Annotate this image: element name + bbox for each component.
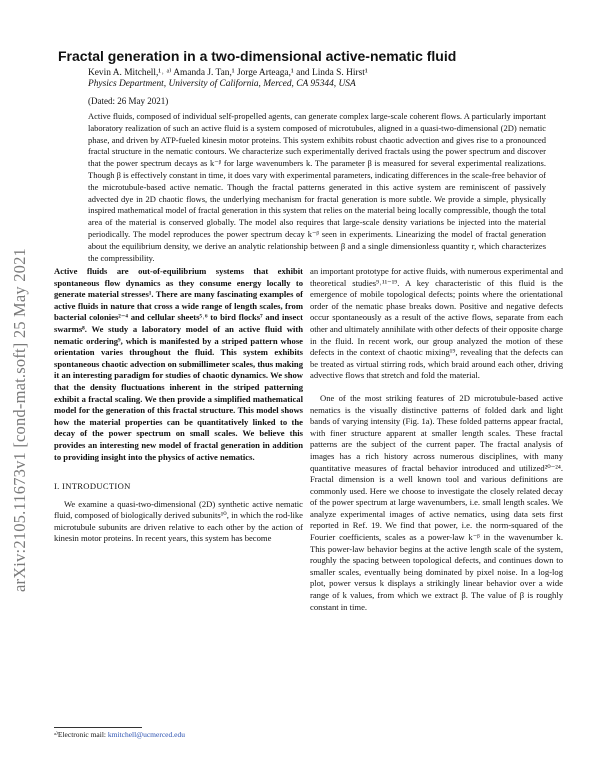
body-paragraph: an important prototype for active fluids, with numerous experimental and theoretical studies⁹˒¹¹⁻¹⁹. A key characteristic of this fluid is the emergence of mobile topological defects; points where the orientational order of the nematic phase breaks down. Positive and negative defects occur spontaneously as a result of the active flows, separate from each other and ultimately annihilate with other defects of their opposite charge in the fluid. In recent work, our group analyzed the motion of these defects in the context of chaotic mixing¹⁹, revealing that the defects can be treated as virtual stirring rods, which braid around each other, driving advective flows that stretch and fold the material. [310,266,563,381]
footnote-rule [54,727,142,728]
author-list: Kevin A. Mitchell,¹˒ ᵃ⁾ Amanda J. Tan,¹ Jorge Arteaga,¹ and Linda S. Hirst¹ [88,68,368,78]
intro-paragraph: We examine a quasi-two-dimensional (2D) synthetic active nematic fluid, composed of biologically derived subunits¹⁰, in which the rod-like microtubule subunits are driven relative to each other by the action of kinesin motor proteins. In recent years, this system has become [54,498,303,544]
section-heading-introduction: I. INTRODUCTION [54,481,131,492]
left-column [54,266,303,545]
email-link[interactable]: kmitchell@ucmerced.edu [107,730,185,739]
footnote [54,730,185,739]
paragraph-gap [310,382,563,393]
paper-title: Fractal generation in a two-dimensional active-nematic fluid [58,48,457,64]
footnote-label: ᵃ⁾Electronic mail: [54,730,108,739]
date-line: (Dated: 26 May 2021) [88,96,169,106]
body-paragraph: One of the most striking features of 2D microtubule-based active nematics is the visually distinctive patterns of folded dark and light bands of varying intensity (Fig. 1a). These folded patterns appear fractal, with finer structure apparent at smaller length scales. These fractal patterns are the subject of the current paper. The fractal analysis of images has a rich history across numerous disciplines, with many quantitative measures of fractal behavior introduced and utilized²⁰⁻²⁴. Fractal dimension is a well known tool and various definitions are commonly used. Here we choose to investigate the closely related decay of the power spectrum at large wavenumbers, i.e. small length scales. We analyze experimental images of active nematics, using data sets first reported in Ref. 19. We find that power, i.e. the norm-squared of the Fourier coefficients, scales as a power-law k⁻ᵝ in the wavenumber k. This power-law behavior begins at the active length scale of the system, roughly the spacing between topological defects, and continues down to smaller scales, eventually being dominated by pixel noise. In a log-log plot, power versus k displays a strikingly linear behavior over a wide range of k values, from which we extract β. The value of β is roughly constant in time. [310,392,563,612]
lead-paragraph: Active fluids are out-of-equilibrium systems that exhibit spontaneous flow dynamics as they consume energy locally to generate material stresses¹. There are many fascinating examples of active fluids in nature that cross a wide range of length scales, from bacterial colonies²⁻⁴ and cellular sheets⁵˒⁶ to bird flocks⁷ and insect swarms⁸. We study a laboratory model of an active fluid with nematic ordering⁹, which is manifested by a striped pattern whose orientation varies throughout the fluid. This system exhibits spontaneous chaotic advection on submillimeter scales, thus making it an interesting paradigm for studies of chaotic dynamics. We show that the density fluctuations inherent in the striped patterning exhibit a fractal scaling. We then provide a simplified mathematical model for the generation of this fractal structure. This model shows how the material properties can be quantitatively linked to the decay of the power spectrum on small scales. We believe this provides an interesting new model of fractal generation in addition to providing insight into the physics of active nematics. [54,266,303,462]
affiliation: Physics Department, University of California, Merced, CA 95344, USA [88,79,356,89]
arxiv-sidebar [2,160,38,680]
right-column [310,266,563,613]
abstract: Active fluids, composed of individual self-propelled agents, can generate complex large-scale coherent flows. A particularly important laboratory realization of such an active fluid is a system composed of microtubules, aligned in a quasi-two-dimensional (2D) nematic phase, and driven by ATP-fueled kinesin motor proteins. This system exhibits robust chaotic advection and gives rise to a pronounced fractal structure in the nematic contours. We characterize such experimentally derived fractals using the power spectrum and discover that the power spectrum decays as k⁻ᵝ for large wavenumbers k. The parameter β is measured for several experimental realizations. Though β is effectively constant in time, it does vary with experimental parameters, indicating differences in the scale-free behavior of the microtubule-based active nematic. Though the fractal patterns generated in this active system are reminiscent of passively advected dye in 2D chaotic flows, the underlying mechanism for fractal generation is more subtle. We provide a simple, physically inspired mathematical model of fractal generation in this system that relies on the material being locally compressible, though the total area of the material is conserved globally. The model also requires that large-scale density variations be injected into the material periodically. The model reproduces the power spectrum decay k⁻ᵝ seen in experiments. Linearizing the model of fractal generation about the equilibrium density, we derive an analytic relationship between β and a single dimensionless quantity r, which characterizes the compressibility. [88,111,546,263]
arxiv-identifier[interactable]: arXiv:2105.11673v1 [cond-mat.soft] 25 May 2021 [10,247,29,593]
